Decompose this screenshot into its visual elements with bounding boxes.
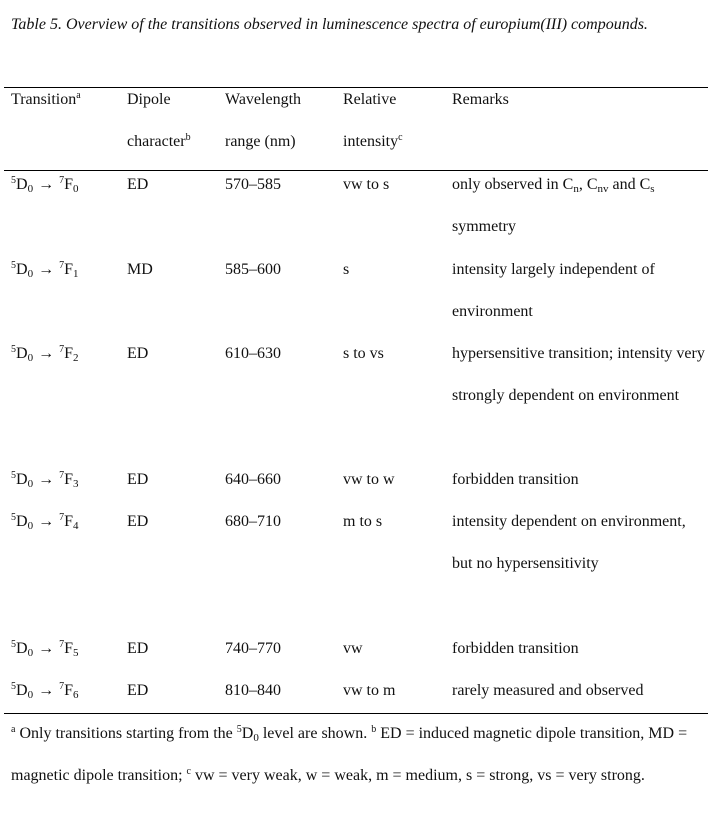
header-transition-label: Transition [11, 91, 77, 108]
remarks-cell [452, 333, 707, 417]
header-dipole-note: b [185, 132, 191, 143]
remarks-cell [452, 628, 707, 670]
final-state-symbol: F [64, 471, 73, 488]
footnote-b-text: ED = induced magnetic dipole transition, MD = magnetic dipole transition; [11, 725, 688, 784]
remark-text: forbidden transition [452, 471, 579, 488]
final-state-j: 1 [72, 268, 79, 280]
initial-state-symbol: D [16, 471, 28, 488]
wavelength-cell: 570–585 [225, 176, 281, 193]
arrow-icon: → [38, 261, 55, 278]
dipole-cell: ED [127, 513, 149, 530]
remarks-cell [452, 501, 707, 585]
dipole-cell: ED [127, 682, 149, 699]
final-state-j: 4 [72, 520, 79, 532]
dipole-cell: ED [127, 176, 149, 193]
arrow-icon: → [38, 640, 55, 657]
dipole-cell: ED [127, 471, 149, 488]
final-state-sup: 7 [59, 470, 65, 481]
initial-state-sup: 5 [11, 470, 16, 481]
table-caption: Table 5. Overview of the transitions observed in luminescence spectra of europium(III) compounds. [11, 16, 648, 33]
initial-state-sup: 5 [11, 512, 16, 523]
final-state-sup: 7 [59, 512, 65, 523]
final-state-j: 5 [72, 647, 79, 659]
header-transition-note: a [76, 90, 81, 101]
footnote-b-mark: b [371, 724, 377, 735]
initial-state-sup: 5 [11, 639, 16, 650]
remark-subscript: n [573, 183, 579, 195]
final-state-symbol: F [64, 261, 73, 278]
remarks-cell [452, 459, 707, 501]
transition-cell [11, 670, 78, 712]
transition-cell [11, 333, 78, 375]
intensity-cell: vw to w [343, 471, 395, 488]
footnote-a-mark: a [11, 724, 16, 735]
table-footnote [11, 713, 706, 797]
initial-state-symbol: D [16, 682, 28, 699]
footnote-level-sub: 0 [253, 732, 259, 744]
header-intensity [343, 79, 403, 163]
final-state-sup: 7 [59, 681, 65, 692]
initial-state-sup: 5 [11, 175, 16, 186]
transition-cell [11, 628, 78, 670]
wavelength-cell: 680–710 [225, 513, 281, 530]
initial-state-sub: 0 [27, 647, 34, 659]
initial-state-symbol: D [16, 345, 28, 362]
final-state-sup: 7 [59, 175, 65, 186]
header-transition [11, 79, 81, 121]
final-state-j: 0 [72, 183, 79, 195]
intensity-cell: s to vs [343, 345, 384, 362]
transition-cell [11, 459, 78, 501]
header-dipole [127, 79, 191, 163]
initial-state-symbol: D [16, 261, 28, 278]
header-dipole-line2: character [127, 133, 186, 150]
header-intensity-line2: intensity [343, 133, 399, 150]
final-state-symbol: F [64, 345, 73, 362]
initial-state-sub: 0 [27, 352, 34, 364]
remark-text: intensity largely independent of environment [452, 261, 655, 320]
initial-state-sub: 0 [27, 183, 34, 195]
header-remarks: Remarks [452, 91, 509, 108]
header-intensity-line1: Relative [343, 91, 397, 108]
footnote-c-text: vw = very weak, w = weak, m = medium, s = strong, vs = very strong. [190, 767, 645, 784]
header-intensity-note: c [398, 132, 403, 143]
initial-state-sub: 0 [27, 689, 34, 701]
remark-subscript: nv [597, 183, 609, 195]
intensity-cell: vw to m [343, 682, 396, 699]
transition-cell [11, 164, 78, 206]
footnote-a-text-after: level are shown. [258, 725, 372, 742]
wavelength-cell: 610–630 [225, 345, 281, 362]
remark-text: , C [578, 176, 598, 193]
final-state-symbol: F [64, 640, 73, 657]
header-wavelength-line2: range (nm) [225, 133, 296, 150]
final-state-sup: 7 [59, 260, 65, 271]
remark-text: rarely measured and observed [452, 682, 644, 699]
remark-text: and C [608, 176, 651, 193]
remark-text: intensity dependent on environment, but no hypersensitivity [452, 513, 686, 572]
transition-cell [11, 501, 78, 543]
initial-state-symbol: D [16, 640, 28, 657]
wavelength-cell: 585–600 [225, 261, 281, 278]
remark-text: hypersensitive transition; intensity very strongly dependent on environment [452, 345, 705, 404]
arrow-icon: → [38, 513, 55, 530]
header-wavelength-line1: Wavelength [225, 91, 302, 108]
initial-state-sub: 0 [27, 478, 34, 490]
remark-text: only observed in C [452, 176, 574, 193]
final-state-j: 2 [72, 352, 79, 364]
footnote-c-mark: c [186, 766, 191, 777]
wavelength-cell: 810–840 [225, 682, 281, 699]
initial-state-symbol: D [16, 513, 28, 530]
final-state-symbol: F [64, 682, 73, 699]
final-state-symbol: F [64, 513, 73, 530]
intensity-cell: s [343, 261, 350, 278]
remark-text: forbidden transition [452, 640, 579, 657]
initial-state-sup: 5 [11, 681, 16, 692]
final-state-j: 6 [72, 689, 79, 701]
initial-state-sup: 5 [11, 344, 16, 355]
arrow-icon: → [38, 471, 55, 488]
arrow-icon: → [38, 176, 55, 193]
intensity-cell: vw to s [343, 176, 390, 193]
final-state-sup: 7 [59, 639, 65, 650]
footnote-a-text-before: Only transitions starting from the [15, 725, 237, 742]
initial-state-symbol: D [16, 176, 28, 193]
remark-text: symmetry [452, 218, 516, 235]
dipole-cell: ED [127, 640, 149, 657]
wavelength-cell: 640–660 [225, 471, 281, 488]
final-state-sup: 7 [59, 344, 65, 355]
footnote-level-sup: 5 [236, 724, 242, 735]
header-dipole-line1: Dipole [127, 91, 171, 108]
initial-state-sub: 0 [27, 268, 34, 280]
remarks-cell [452, 249, 707, 333]
initial-state-sup: 5 [11, 260, 16, 271]
dipole-cell: ED [127, 345, 149, 362]
arrow-icon: → [38, 345, 55, 362]
initial-state-sub: 0 [27, 520, 34, 532]
remarks-cell [452, 164, 707, 248]
intensity-cell: vw [343, 640, 363, 657]
remarks-cell [452, 670, 707, 712]
intensity-cell: m to s [343, 513, 383, 530]
arrow-icon: → [38, 682, 55, 699]
wavelength-cell: 740–770 [225, 640, 281, 657]
transition-cell [11, 249, 78, 291]
final-state-symbol: F [64, 176, 73, 193]
dipole-cell: MD [127, 261, 153, 278]
header-wavelength [225, 79, 301, 163]
final-state-j: 3 [72, 478, 79, 490]
remark-subscript: s [650, 183, 655, 195]
footnote-level-symbol: D [241, 725, 254, 742]
